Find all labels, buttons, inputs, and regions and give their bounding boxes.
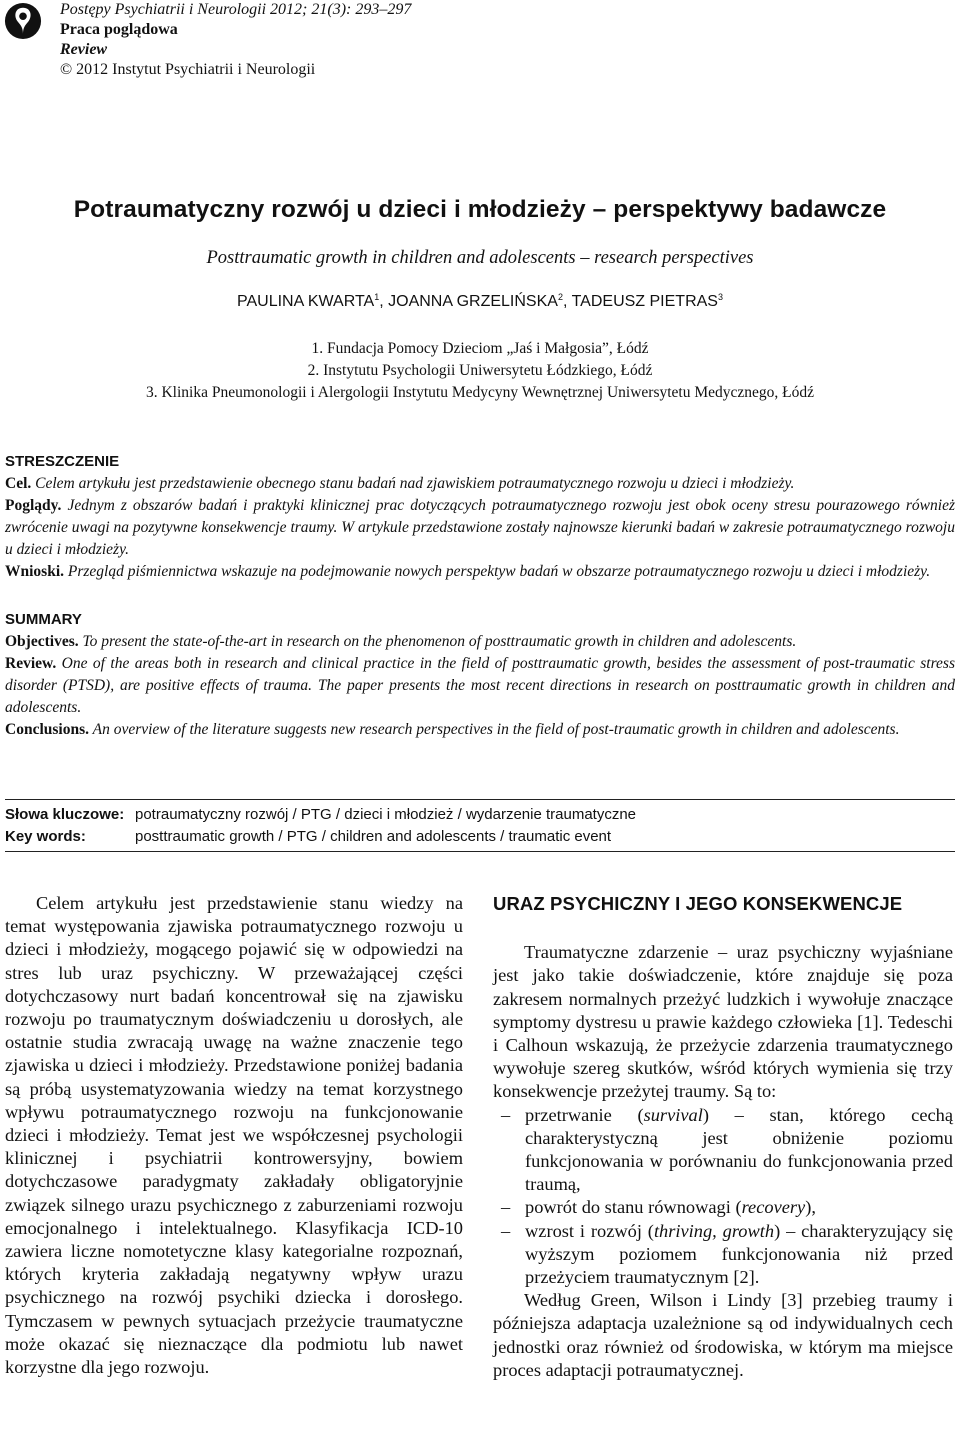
article-subtitle: Posttraumatic growth in children and adolescents – research perspectives: [206, 248, 754, 268]
list-item-text: ) – stan, którego cechą charakterystyczną jest obniżenie poziomu funkcjonowania w porównaniu do funkcjonowania przed traumą,: [525, 1104, 953, 1195]
conclusions-pl-label: Wnioski.: [5, 563, 65, 580]
affiliation-item: 3. Klinika Pneumonologii i Alergologii Instytutu Medycyny Wewnętrznej Uniwersytetu Medycznego, Łódź: [145, 384, 814, 401]
article-type-pl: Praca poglądowa: [60, 21, 178, 38]
views-label: Poglądy.: [5, 497, 62, 514]
keywords-pl-value: potraumatyczny rozwój / PTG / dzieci i młodzież / wydarzenie traumatyczne: [135, 806, 637, 823]
abstract-pl-conclusions: [5, 561, 955, 583]
list-item-text: ),: [805, 1197, 816, 1218]
abstract-pl-heading: STRESZCZENIE: [5, 453, 120, 470]
conclusions-en-label: Conclusions.: [5, 721, 89, 738]
list-item-text: przetrwanie (: [525, 1104, 644, 1125]
author-affiliation-mark: 1: [374, 292, 380, 302]
abstract-en-heading: SUMMARY: [5, 611, 82, 628]
conclusions-en-text: An overview of the literature suggests new research perspectives in the field of post-traumatic growth in children and adolescents.: [89, 721, 900, 738]
views-text: Jednym z obszarów badań i praktyki klinicznej prac dotyczących potraumatycznego rozwoju jest obok oceny stresu pourazowego również zwrócenie uwagi na pozytywne konsekwencje traumy. W artykule przedstawione zostały najnowsze kierunki badań w zakresie potraumatycznego rozwoju u dzieci i młodzieży.: [5, 497, 955, 558]
author-affiliation-mark: 2: [557, 292, 563, 302]
author-separator: ,: [562, 293, 572, 310]
intro-paragraph: Celem artykułu jest przedstawienie stanu wiedzy na temat występowania zjawiska potraumatycznego rozwoju u dzieci i młodzieży, mogącego pojawić się w odpowiedzi na stres lub uraz psychiczny. W przeważającej części dotychczasowy nurt badań koncentrował się na zjawisku rozwoju po traumatycznym doświadczeniu u dorosłych, ale ostatnie studia zwracają uwagę na ważne znaczenie tego zjawiska u dzieci i młodzieży. Przedstawione poniżej badania są próbą usystematyzowania wiedzy na temat korzystnego wpływu potraumatycznego rozwoju na funkcjonowanie dzieci i młodzieży. Temat jest we współczesnej psychologii klinicznej i psychiatrii kontrowersyjny, bowiem dotychczasowe paradygmaty zakładały obligatoryjnie związek silnego urazu psychicznego z zaburzeniami rozwoju emocjonalnego i intelektualnego. Klasyfikacja ICD-10 zawiera liczne nomotetyczne klasy kategorialne rozpoznań, których kryteria zakładają negatywny wpływ urazu psychicznego na rozwój psychiki dziecka i dorosłego. Tymczasem w pewnych sytuacjach przeżycie traumatyczne może okazać się nieznaczące dla podmiotu lub nawet korzystne dla jego rozwoju.: [5, 893, 463, 1378]
objectives-text: To present the state-of-the-art in research on the phenomenon of posttraumatic growth in children and adolescents.: [78, 633, 797, 650]
conclusions-pl-text: Przegląd piśmiennictwa wskazuje na podejmowanie nowych perspektyw badań w obszarze potraumatycznego rozwoju u dzieci i młodzieży.: [64, 563, 931, 580]
aim-label: Cel.: [5, 475, 32, 492]
consequences-list: [493, 1104, 953, 1290]
abstract-section: [5, 451, 955, 741]
author-name: JOANNA GRZELIŃSKA: [388, 293, 558, 310]
keywords-pl-row: [5, 804, 955, 826]
abstract-en-objectives: [5, 631, 955, 653]
affiliation-item: 2. Instytutu Psychologii Uniwersytetu Łódzkiego, Łódź: [307, 362, 653, 379]
journal-logo-icon: [4, 2, 42, 40]
abstract-pl-views: [5, 495, 955, 561]
section-paragraph: Traumatyczne zdarzenie – uraz psychiczny wyjaśniane jest jako takie doświadczenie, które znajduje się poza zakresem normalnych przeżyć ludzkich i wywołuje znaczące symptomy dystresu u prawie każdego człowieka [1]. Tedeschi i Calhoun wskazują, że przeżycie zdarzenia traumatycznego wywołuje szereg skutków, wśród których wymienia się trzy konsekwencje przeżytej traumy. Są to:: [493, 942, 953, 1102]
author-name: PAULINA KWARTA: [237, 293, 375, 310]
abstract-en-conclusions: [5, 719, 955, 741]
list-item: [493, 1220, 953, 1290]
list-item: [493, 1196, 953, 1219]
keywords-pl-label: Słowa kluczowe:: [5, 806, 125, 823]
author-separator: ,: [379, 293, 389, 310]
author-affiliation-mark: 3: [717, 292, 723, 302]
list-item-term: thriving, growth: [653, 1220, 775, 1241]
list-item-term: recovery: [741, 1197, 806, 1218]
keywords-divider: [5, 851, 955, 852]
section-paragraph: Według Green, Wilson i Lindy [3] przebieg traumy i późniejsza adaptacja uzależnione są od indywidualnych cech jednostki oraz również od środowiska, w którym ma miejsce proces adaptacji potraumatycznej.: [493, 1290, 953, 1380]
body-right-column: [493, 892, 953, 1382]
list-item-text: ) – charakteryzujący się wyższym poziomem funkcjonowania niż przed przeżyciem traumatycznym [2].: [525, 1220, 954, 1288]
keywords-en-value: posttraumatic growth / PTG / children and adolescents / traumatic event: [135, 828, 612, 845]
aim-text: Celem artykułu jest przedstawienie obecnego stanu badań nad zjawiskiem potraumatycznego rozwoju u dzieci i młodzieży.: [31, 475, 795, 492]
journal-citation: Postępy Psychiatrii i Neurologii 2012; 21(3): 293–297: [60, 1, 412, 18]
objectives-label: Objectives.: [5, 633, 79, 650]
affiliations: [0, 338, 960, 404]
keywords-block: [5, 799, 955, 848]
keywords-en-label: Key words:: [5, 828, 86, 845]
journal-header: [60, 0, 411, 80]
review-text: One of the areas both in research and clinical practice in the field of posttraumatic growth, besides the assessment of post-traumatic stress disorder (PTSD), are positive effects of trauma. The paper presents the most recent directions in research on posttraumatic growth in children and adolescents.: [5, 655, 955, 716]
copyright-line: © 2012 Instytut Psychiatrii i Neurologii: [60, 61, 316, 78]
list-item-term: survival: [643, 1104, 703, 1125]
keywords-en-row: [5, 826, 955, 848]
list-item: [493, 1104, 953, 1197]
review-label: Review.: [5, 655, 57, 672]
article-title: Potraumatyczny rozwój u dzieci i młodzieży – perspektywy badawcze: [73, 196, 887, 223]
author-list: [0, 292, 960, 311]
body-left-column: [5, 892, 463, 1379]
affiliation-item: 1. Fundacja Pomocy Dzieciom „Jaś i Małgosia”, Łódź: [311, 340, 649, 357]
section-heading: URAZ PSYCHICZNY I JEGO KONSEKWENCJE: [493, 893, 903, 914]
list-item-text: wzrost i rozwój (: [525, 1220, 654, 1241]
list-item-text: powrót do stanu równowagi (: [525, 1197, 742, 1218]
abstract-en-review: [5, 653, 955, 719]
article-type-en: Review: [60, 41, 108, 58]
abstract-pl-aim: [5, 473, 955, 495]
author-name: TADEUSZ PIETRAS: [571, 293, 718, 310]
